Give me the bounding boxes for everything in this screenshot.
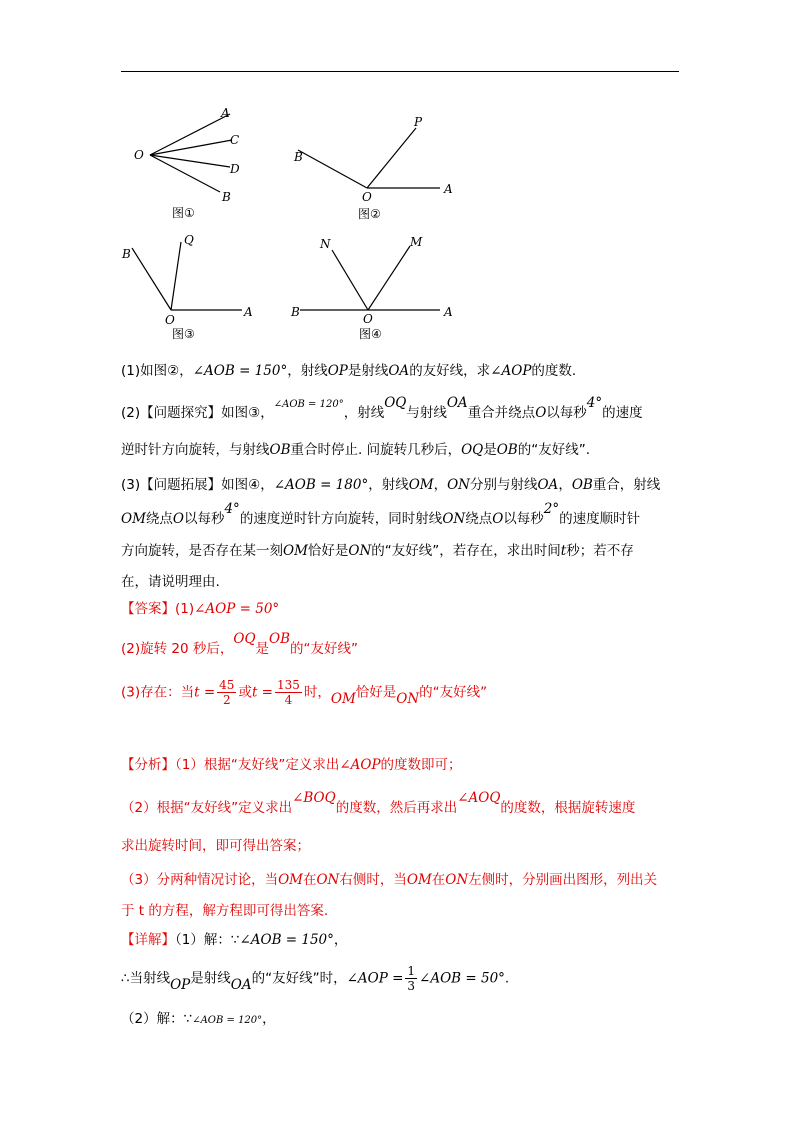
figure-4 [290,232,470,348]
text: （1）解：∵ [175,932,240,948]
text: 于 t 的方程，解方程即可得出答案. [121,903,329,919]
analysis-line-2 [121,790,636,816]
text: 的度数，然后再求出 [335,800,458,816]
question-1 [121,359,576,379]
text: (2)旋转 20 秒后， [121,641,234,657]
question-3-line-1 [121,473,660,493]
figure-2 [290,110,470,229]
text: 左侧时，分别画出图形，列出关 [468,872,658,888]
math: OQ [233,631,256,647]
label-A: A [221,106,230,120]
text: 的“友好线” [419,684,488,701]
text: 在 [431,872,446,888]
answer-line-2 [121,631,359,657]
math: 4° [224,501,240,517]
text: 是 [483,442,497,458]
text: 是射线 [347,363,389,379]
text: (3)存在：当 [121,684,195,701]
text: (1) [175,601,195,617]
math: ON [445,872,469,888]
text: 恰好是 [307,543,349,559]
math: ON [447,477,470,493]
text: 以每秒 [183,511,225,527]
math: OB [269,442,291,458]
figure-1-diagram [120,100,270,220]
text: （3）分两种情况讨论，当 [121,872,279,888]
denominator: 3 [407,979,416,993]
math: OM [283,543,308,559]
text: 的速度逆时针方向旋转，同时射线 [239,511,443,527]
figure-2-diagram [290,110,470,225]
math: t [560,543,567,559]
text: 在 [302,872,317,888]
math: OB [269,631,291,647]
text: 是 [255,641,270,657]
math: ∠AOB = 120° [273,399,344,410]
math: ∠AOB = 50° [419,970,505,987]
text: 的友好线，求 [409,363,491,379]
text: 的度数，根据旋转速度 [500,800,636,816]
question-2-line-1 [121,395,643,421]
detail-line-3 [121,1007,276,1027]
numerator: 45 [219,678,235,692]
text: 重合，射线 [592,477,661,493]
text: 绕点 [465,511,493,527]
label-B: B [294,150,303,164]
text: ， [558,477,572,493]
math: OM [278,872,303,888]
text: 的“友好线”时， [251,970,347,987]
math: ∠AOB = 150° [239,932,334,948]
figure-3-caption: 图③ [172,327,195,341]
text: . [504,970,510,987]
text: 重合时停止. 问旋转几秒后， [290,442,462,458]
math: ∠AOQ [457,790,501,806]
math: ∠BOQ [292,790,336,806]
text: 的“友好线”，若存在，求出时间 [371,543,561,559]
math: 4° [586,395,603,411]
question-3-line-2 [121,501,641,527]
text: （1）根据“友好线”定义求出 [175,757,340,773]
text: 逆时针方向旋转，与射线 [121,442,270,458]
math: ON [442,511,466,527]
math: OA [388,363,410,379]
text: （2）根据“友好线”定义求出 [121,800,293,816]
label-B: B [122,247,131,261]
label-B: B [222,190,231,204]
fraction [217,678,236,707]
math: ∠AOP = [346,970,404,987]
text: 与射线 [406,405,447,421]
label-A: A [244,305,253,319]
math: OP [170,976,191,993]
math: OP [327,363,348,379]
math: ∠AOP = 50° [194,601,280,617]
math: ∠AOP [339,757,381,773]
math: OM [330,690,356,707]
math: OM [406,872,432,888]
header-rule [121,71,679,72]
text: ∴当射线 [121,970,171,987]
text: 秒；若不存 [566,543,634,559]
detail-tag: 【详解】 [121,932,175,948]
text: ， [262,1011,276,1027]
text: 以每秒 [503,511,544,527]
denominator: 4 [284,693,293,707]
numerator: 135 [276,678,300,692]
math: t = [194,684,216,701]
math: ON [348,543,372,559]
text: ，射线 [368,477,409,493]
detail-line-1 [121,928,347,948]
math: OM [408,477,434,493]
label-D: D [230,162,240,176]
text: 以每秒 [546,405,587,421]
math: ∠AOP [490,363,532,379]
detail-line-2 [121,964,509,993]
label-O: O [165,313,175,327]
math: O [492,511,504,527]
analysis-tag: 【分析】 [121,757,175,773]
text: 分别与射线 [469,477,538,493]
figure-1-caption: 图① [172,206,195,220]
math: OQ [384,395,407,411]
math: t = [251,684,273,701]
math: OA [230,976,252,993]
figure-3-diagram [120,230,270,345]
text: 的速度顺时针 [559,511,641,527]
text: 绕点 [145,511,173,527]
text: ，射线 [287,363,328,379]
question-2-line-2 [121,438,590,458]
answer-line-1 [121,597,279,617]
text: ， [433,477,448,493]
figure-4-caption: 图④ [359,327,382,341]
figure-3 [120,230,270,349]
figure-1 [120,100,270,224]
fraction [275,678,302,707]
label-A: A [444,305,453,319]
math: OA [537,477,559,493]
math: OA [446,395,468,411]
text: 的“友好线”. [517,442,591,458]
label-O: O [363,312,373,326]
figure-2-caption: 图② [358,207,381,221]
text: （2）解：∵ [121,1011,193,1027]
text: 或 [238,684,252,701]
math: ∠AOB = 120° [192,1015,263,1026]
analysis-line-5 [121,899,328,919]
math: OM [121,511,146,527]
question-3-line-3 [121,539,634,559]
analysis-line-3 [121,834,310,854]
text: 求出旋转时间，即可得出答案； [121,838,310,854]
label-P: P [414,115,423,129]
fraction [405,964,417,993]
label-O: O [134,148,144,162]
math: ON [396,690,420,707]
text: ， [333,932,348,948]
text: 在，请说明理由. [121,574,220,590]
text: 重合并绕点 [467,405,536,421]
math: 2° [543,501,560,517]
numerator: 1 [407,964,416,978]
text: 的度数. [531,363,577,379]
text: 的“友好线” [290,641,359,657]
text: 的速度 [602,405,643,421]
math: OB [571,477,593,493]
label-N: N [320,237,331,251]
denominator: 2 [222,693,231,707]
answer-tag: 【答案】 [121,601,175,617]
analysis-line-4 [121,868,657,888]
text: (3)【问题拓展】如图④， [121,477,274,493]
math: OB [496,442,518,458]
label-O: O [362,190,372,204]
analysis-line-1 [121,753,462,773]
text: 的度数即可； [380,757,462,773]
label-A: A [444,182,453,196]
label-C: C [230,133,240,147]
math: ∠AOB = 180° [273,477,369,493]
math: OQ [461,442,484,458]
answer-line-3 [121,678,487,707]
figure-4-diagram [290,232,470,344]
label-M: M [410,235,423,249]
text: (1)如图②， [121,363,193,379]
question-3-line-4 [121,570,220,590]
math: O [535,405,547,421]
label-Q: Q [184,233,194,247]
text: 右侧时，当 [339,872,407,888]
text: 恰好是 [355,684,397,701]
text: ，射线 [343,405,385,421]
text: 时， [303,684,331,701]
text: 是射线 [190,970,231,987]
math: O [172,511,184,527]
label-B: B [291,305,300,319]
math: ∠AOB = 150° [192,363,288,379]
math: ON [316,872,340,888]
text: 方向旋转，是否存在某一刻 [121,543,283,559]
text: (2)【问题探究】如图③， [121,405,274,421]
